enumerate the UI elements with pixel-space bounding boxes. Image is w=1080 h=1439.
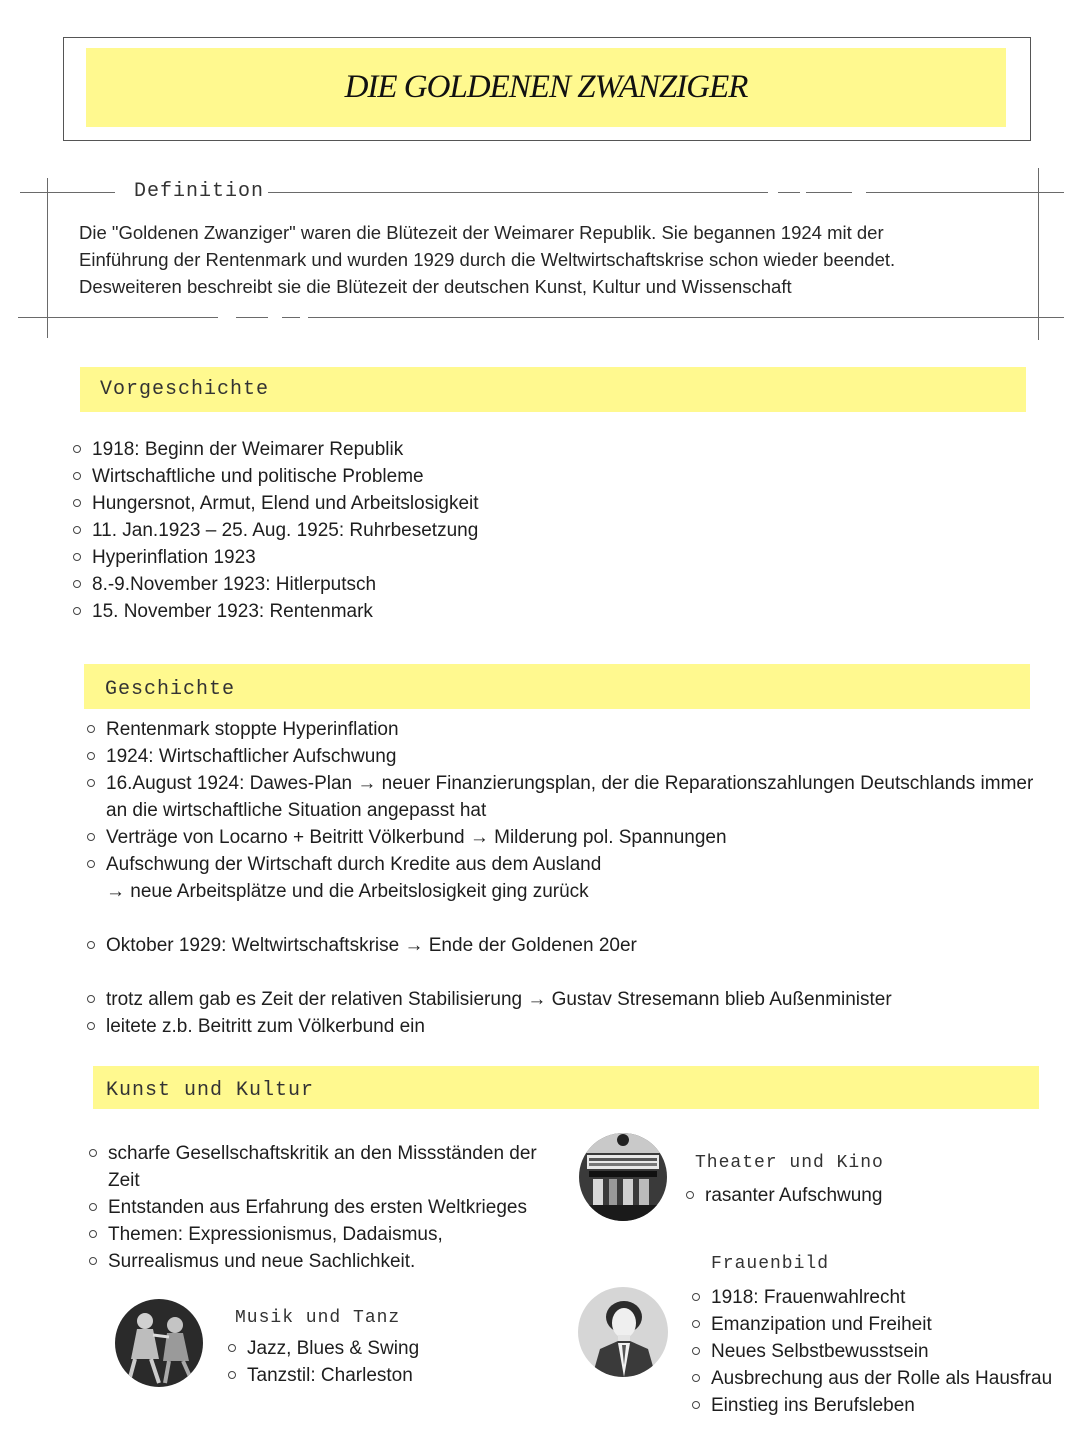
bullet-icon [87, 1022, 95, 1030]
theater-photo [579, 1133, 667, 1221]
list-item: Jazz, Blues & Swing [247, 1335, 419, 1362]
bullet-icon [228, 1344, 236, 1352]
definition-line-top-left [20, 192, 115, 193]
definition-line: Die "Goldenen Zwanziger" waren die Blütezeit der Weimarer Republik. Sie begannen 1924 mit der [79, 222, 884, 243]
definition-line-left [47, 178, 48, 338]
list-item: Wirtschaftliche und politische Probleme [92, 463, 479, 490]
bullet-icon [692, 1374, 700, 1382]
theater-heading: Theater und Kino [695, 1153, 884, 1173]
frauen-photo [578, 1287, 668, 1377]
bullet-icon [89, 1230, 97, 1238]
frauen-list [711, 1284, 1052, 1419]
bullet-icon [692, 1320, 700, 1328]
musik-list [247, 1335, 419, 1389]
bullet-icon [686, 1191, 694, 1199]
list-item: 1924: Wirtschaftlicher Aufschwung [106, 743, 1076, 770]
vorgeschichte-list [92, 436, 479, 625]
bullet-icon [73, 553, 81, 561]
bullet-icon [87, 833, 95, 841]
list-item: 1918: Frauenwahlrecht [711, 1284, 1052, 1311]
bullet-icon [73, 580, 81, 588]
list-item: trotz allem gab es Zeit der relativen Stabilisierung → Gustav Stresemann blieb Außenminister [106, 986, 1076, 1013]
bullet-icon [73, 472, 81, 480]
bullet-icon [228, 1371, 236, 1379]
page-title: DIE GOLDENEN ZWANZIGER [344, 69, 748, 105]
kunst-list [108, 1140, 568, 1275]
section-title-vorgeschichte: Vorgeschichte [100, 378, 270, 401]
list-item: rasanter Aufschwung [705, 1182, 882, 1209]
list-item: Surrealismus und neue Sachlichkeit. [108, 1248, 568, 1275]
list-item: Entstanden aus Erfahrung des ersten Weltkrieges [108, 1194, 568, 1221]
bullet-icon [89, 1203, 97, 1211]
bullet-icon [73, 445, 81, 453]
bullet-icon [692, 1401, 700, 1409]
list-item: 1918: Beginn der Weimarer Republik [92, 436, 479, 463]
list-item: Hyperinflation 1923 [92, 544, 479, 571]
definition-line-dash [282, 317, 300, 318]
list-item: Hungersnot, Armut, Elend und Arbeitslosigkeit [92, 490, 479, 517]
list-item: Tanzstil: Charleston [247, 1362, 419, 1389]
list-item: Einstieg ins Berufsleben [711, 1392, 1052, 1419]
list-item: 11. Jan.1923 – 25. Aug. 1925: Ruhrbesetzung [92, 517, 479, 544]
list-item: Verträge von Locarno + Beitritt Völkerbund → Milderung pol. Spannungen [106, 824, 1076, 851]
definition-line-top [268, 192, 768, 193]
title-banner [86, 48, 1006, 127]
bullet-icon [692, 1293, 700, 1301]
bullet-icon [73, 499, 81, 507]
definition-line-top-right [866, 192, 1064, 193]
bullet-icon [89, 1257, 97, 1265]
list-item: Neues Selbstbewusstsein [711, 1338, 1052, 1365]
theater-image [579, 1133, 667, 1221]
dancers-image [115, 1299, 203, 1387]
definition-line-bottom-left [18, 317, 218, 318]
frauen-heading: Frauenbild [711, 1254, 830, 1274]
list-item: Emanzipation und Freiheit [711, 1311, 1052, 1338]
section-title-kunst: Kunst und Kultur [106, 1079, 315, 1102]
bullet-icon [87, 725, 95, 733]
list-item: Aufschwung der Wirtschaft durch Kredite aus dem Ausland → neue Arbeitsplätze und die Arbeitslosigkeit ging zurück [106, 851, 1076, 905]
definition-text [79, 219, 1039, 300]
theater-list [705, 1182, 882, 1209]
definition-line-dash [236, 317, 268, 318]
list-item: Oktober 1929: Weltwirtschaftskrise → Ende der Goldenen 20er [106, 932, 1076, 959]
bullet-icon [692, 1347, 700, 1355]
list-item: 15. November 1923: Rentenmark [92, 598, 479, 625]
geschichte-list [106, 716, 1076, 1040]
definition-label: Definition [130, 180, 268, 203]
definition-line: Einführung der Rentenmark und wurden 1929 durch die Weltwirtschaftskrise schon wieder beendet. [79, 249, 896, 270]
definition-line-dash [806, 192, 852, 193]
list-item: Ausbrechung aus der Rolle als Hausfrau [711, 1365, 1052, 1392]
list-item: 8.-9.November 1923: Hitlerputsch [92, 571, 479, 598]
list-item: leitete z.b. Beitritt zum Völkerbund ein [106, 1013, 1076, 1040]
bullet-icon [87, 779, 95, 787]
bullet-icon [89, 1149, 97, 1157]
musik-heading: Musik und Tanz [235, 1308, 401, 1328]
woman-portrait-image [578, 1287, 668, 1377]
list-item: Themen: Expressionismus, Dadaismus, [108, 1221, 568, 1248]
bullet-icon [87, 941, 95, 949]
bullet-icon [87, 752, 95, 760]
list-item: scharfe Gesellschaftskritik an den Missständen der Zeit [108, 1140, 568, 1194]
definition-line-bottom [308, 317, 1064, 318]
bullet-icon [73, 607, 81, 615]
bullet-icon [73, 526, 81, 534]
bullet-icon [87, 995, 95, 1003]
bullet-icon [87, 860, 95, 868]
section-title-geschichte: Geschichte [105, 678, 236, 701]
list-item: Rentenmark stoppte Hyperinflation [106, 716, 1076, 743]
definition-line-dash [778, 192, 800, 193]
definition-line: Desweiteren beschreibt sie die Blütezeit der deutschen Kunst, Kultur und Wissenschaft [79, 276, 792, 297]
musik-photo [115, 1299, 203, 1387]
list-item: 16.August 1924: Dawes-Plan → neuer Finanzierungsplan, der die Reparationszahlungen Deutschlands immer an die wirtschaftliche Situation angepasst hat [106, 770, 1076, 824]
